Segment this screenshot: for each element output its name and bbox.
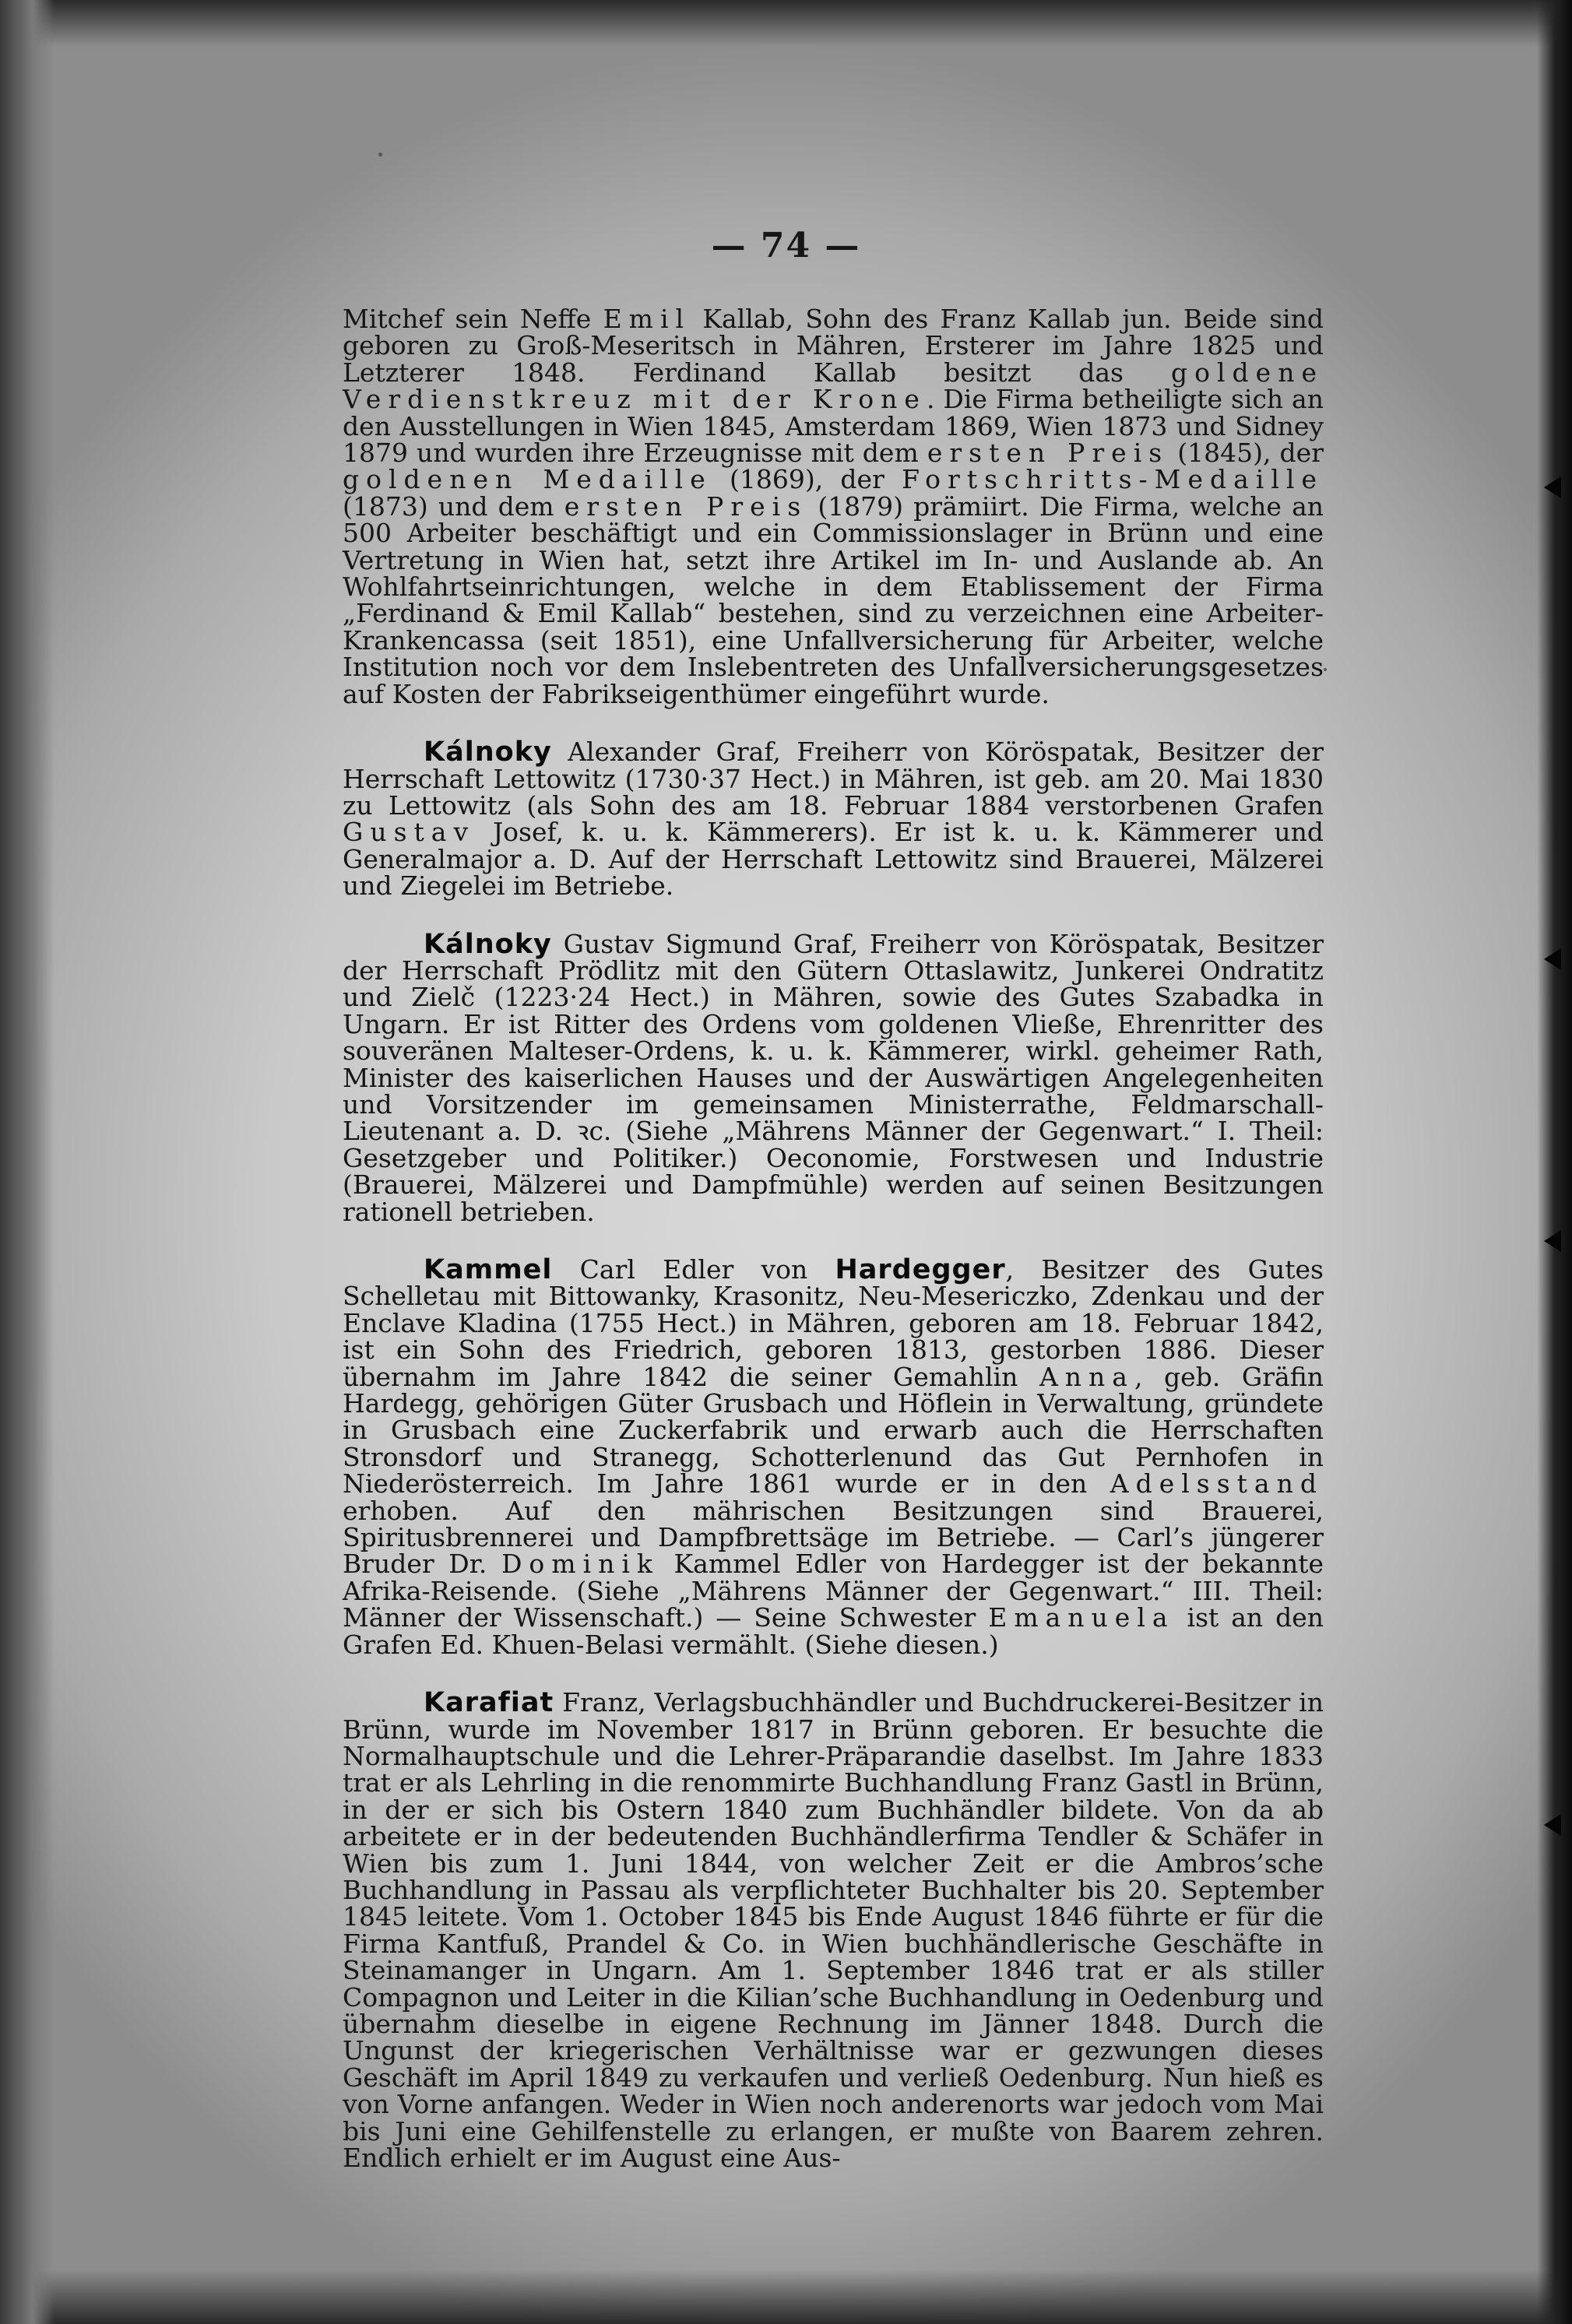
entry-heading: Kálnoky: [424, 928, 552, 960]
spaced-award: ersten Preis: [927, 438, 1169, 469]
spaced-award: goldenen Medaille: [343, 464, 712, 495]
spaced-name: Dominik: [501, 1549, 659, 1580]
scan-edge-right: [1537, 0, 1572, 2324]
entry-karafiat: Karafiat Franz, Verlagsbuchhändler und Buchdruckerei-Besitzer in Brünn, wurde im November 1817 in Brünn geboren. Er besuchte die Normalhauptschule und die Lehrer-Präparandie daselbst. Im Jahre 1833 trat er als Lehrling in die renommirte Buchhandlung Franz Gastl in Brünn, in der er sich bis Ostern 1840 zum Buchhändler bildete. Von da ab arbeitete er in der bedeutenden Buchhändlerfirma Tendler & Schäfer in Wien bis zum 1. Juni 1844, von welcher Zeit er die Ambros’sche Buchhandlung in Passau als verpflichteter Buchhalter bis 20. September 1845 leitete. Vom 1. October 1845 bis Ende August 1846 führte er für die Firma Kantfuß, Prandel & Co. in Wien buchhändlerische Geschäfte in Steinamanger in Ungarn. Am 1. September 1846 trat er als stiller Compagnon und Leiter in die Kilian’sche Buchhandlung in Oedenburg und übernahm dieselbe in eigene Rechnung im Jänner 1848. Durch die Ungunst der kriegerischen Verhältnisse war er gezwungen dieses Geschäft im April 1849 zu verkaufen und verließ Oedenburg. Nun hieß es von Vorne anfangen. Weder in Wien noch anderenorts war jedoch vom Mai bis Juni eine Gehilfenstelle zu erlangen, er mußte von Baarem zehren. Endlich erhielt er im August eine Aus-: [343, 1687, 1324, 2173]
body-text: [343, 306, 1324, 2171]
spaced-name: Emanuela: [988, 1602, 1175, 1633]
entry-kalnoky-gustav: Kálnoky Gustav Sigmund Graf, Freiherr von Köröspatak, Besitzer der Herrschaft Prödlitz mit den Gütern Ottaslawitz, Junkerei Ondratitz und Zielč (1223·24 Hect.) in Mähren, sowie des Gutes Szabadka in Ungarn. Er ist Ritter des Ordens vom goldenen Vließe, Ehrenritter des souveränen Malteser-Ordens, k. u. k. Kämmerer, wirkl. geheimer Rath, Minister des kaiserlichen Hauses und der Auswärtigen Angelegenheiten und Vorsitzender im gemeinsamen Ministerrathe, Feldmarschall-Lieutenant a. D. ꝛc. (Siehe „Mährens Männer der Gegenwart.“ I. Theil: Gesetzgeber und Politiker.) Oeconomie, Forstwesen und Industrie (Brauerei, Mälzerei und Dampfmühle) werden auf seinen Besitzungen rationell betrieben.: [343, 928, 1324, 1227]
entry-kalnoky-alexander: Kálnoky Alexander Graf, Freiherr von Köröspatak, Besitzer der Herrschaft Lettowitz (1730·37 Hect.) in Mähren, ist geb. am 20. Mai 1830 zu Lettowitz (als Sohn des am 18. Februar 1884 verstorbenen Grafen Gustav Josef, k. u. k. Kämmerers). Er ist k. u. k. Kämmerer und Generalmajor a. D. Auf der Herrschaft Lettowitz sind Brauerei, Mälzerei und Ziegelei im Betriebe.: [343, 737, 1324, 902]
entry-heading: Kálnoky: [424, 737, 552, 768]
entry-heading: Kammel: [424, 1254, 553, 1285]
spaced-award: Fortschritts-Medaille: [902, 464, 1324, 495]
scan-edge-bottom: [0, 2270, 1572, 2324]
scan-edge-left: [0, 0, 55, 2324]
spaced-award: ersten Preis: [564, 490, 808, 522]
entry-kammel: Kammel Carl Edler von Hardegger, Besitzer des Gutes Schelletau mit Bittowanky, Krasonitz, Neu-Mesericzko, Zdenkau und der Enclave Kladina (1755 Hect.) in Mähren, geboren am 18. Februar 1842, ist ein Sohn des Friedrich, geboren 1813, gestorben 1886. Dieser übernahm im Jahre 1842 die seiner Gemahlin Anna, geb. Gräfin Hardegg, gehörigen Güter Grusbach und Höflein in Verwaltung, gründete in Grusbach eine Zuckerfabrik und erwarb auch die Herrschaften Stronsdorf und Stranegg, Schotterlenund das Gut Pernhofen in Niederösterreich. Im Jahre 1861 wurde er in den Adelsstand erhoben. Auf den mährischen Besitzungen sind Brauerei, Spiritusbrennerei und Dampfbrettsäge im Betriebe. — Carl’s jüngerer Bruder Dr. Dominik Kammel Edler von Hardegger ist der bekannte Afrika-Reisende. (Siehe „Mährens Männer der Gegenwart.“ III. Theil: Männer der Wissenschaft.) — Seine Schwester Emanuela ist an den Grafen Ed. Khuen-Belasi vermählt. (Siehe diesen.): [343, 1254, 1324, 1660]
binding-notch: [1544, 1814, 1561, 1836]
scan-edge-top: [0, 0, 1572, 47]
binding-notch: [1544, 948, 1561, 970]
spaced-name: Gustav: [343, 817, 476, 848]
page-number: — 74 —: [711, 226, 861, 265]
binding-notch: [1544, 1230, 1561, 1252]
spaced-award: goldene Verdienstkreuz mit der Krone: [343, 357, 1324, 415]
spaced-name: Adelsstand: [1110, 1468, 1324, 1500]
paragraph-kallab: Mitchef sein Neffe Emil Kallab, Sohn des Franz Kallab jun. Beide sind geboren zu Groß-Meseritsch in Mähren, Ersterer im Jahre 1825 und Letzterer 1848. Ferdinand Kallab besitzt das goldene Verdienstkreuz mit der Krone. Die Firma betheiligte sich an den Ausstellungen in Wien 1845, Amsterdam 1869, Wien 1873 und Sidney 1879 und wurden ihre Erzeugnisse mit dem ersten Preis (1845), der goldenen Medaille (1869), der Fortschritts-Medaille (1873) und dem ersten Preis (1879) prämiirt. Die Firma, welche an 500 Arbeiter beschäftigt und ein Commissionslager in Brünn und eine Vertretung in Wien hat, setzt ihre Artikel im In- und Auslande ab. An Wohlfahrtseinrichtungen, welche in dem Etablissement der Firma „Ferdinand & Emil Kallab“ bestehen, sind zu verzeichnen eine Arbeiter-Krankencassa (seit 1851), eine Unfallversicherung für Arbeiter, welche Institution noch vor dem Inslebentreten des Unfallversicherungsgesetzes auf Kosten der Fabrikseigenthümer eingeführt wurde.: [343, 304, 1324, 709]
spaced-name: Emil: [603, 304, 691, 334]
dust-speck: [1324, 668, 1327, 671]
entry-heading-secondary: Hardegger: [835, 1254, 1006, 1285]
entry-heading: Karafiat: [424, 1687, 554, 1719]
binding-notch: [1544, 476, 1561, 498]
dust-speck: [378, 153, 382, 156]
spaced-name: Anna: [1039, 1361, 1134, 1392]
